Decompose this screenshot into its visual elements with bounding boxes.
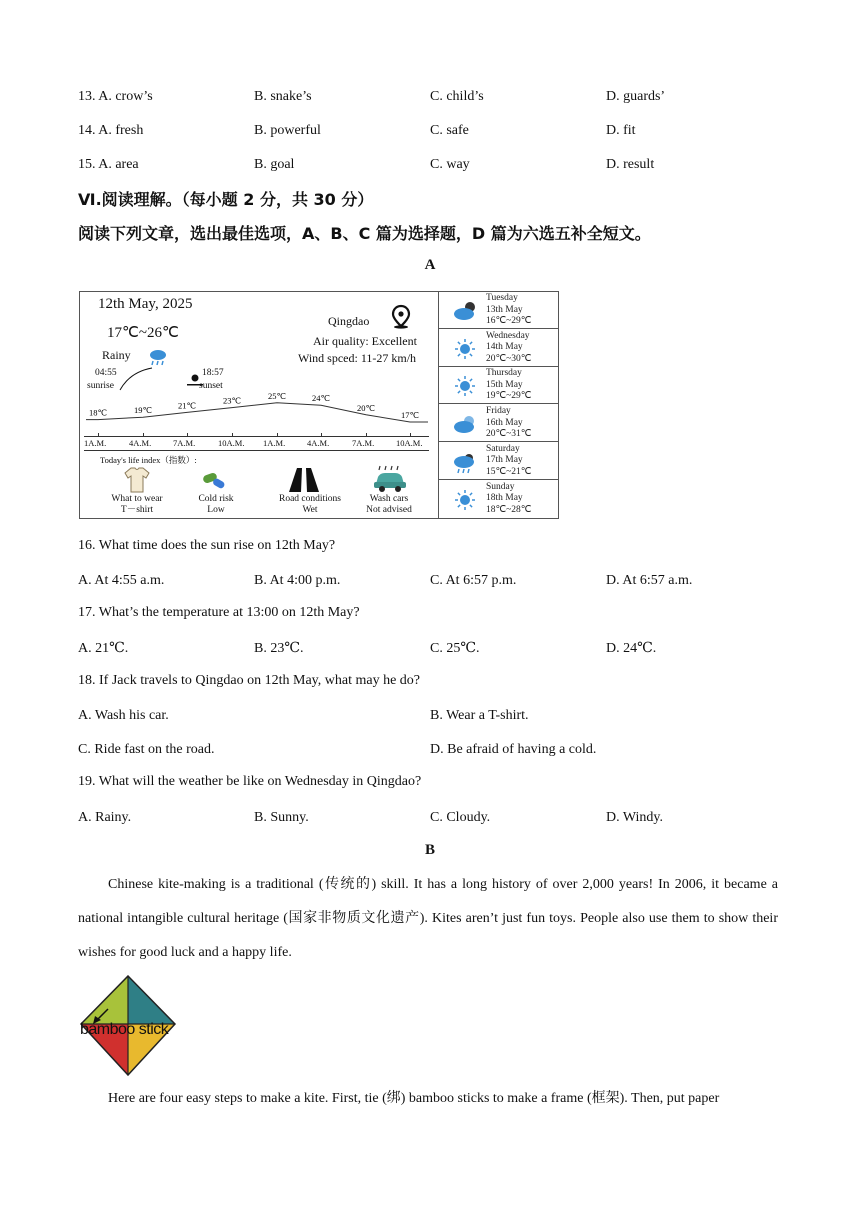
sunrise-label: sunrise (87, 381, 114, 391)
forecast-day-name: Tuesday (486, 293, 518, 303)
forecast-date: 13th May (486, 304, 523, 315)
forecast-temp: 18℃~28℃ (486, 504, 532, 515)
forecast-date: 17th May (486, 455, 523, 466)
passage-b-paragraph-2 (78, 1082, 778, 1116)
time-tick-label: 10A.M. (396, 438, 423, 448)
rainy-icon (452, 450, 478, 474)
forecast-text (486, 331, 531, 366)
forecast-temp: 15℃~21℃ (486, 466, 532, 477)
life-index-road-value: Wet (302, 505, 318, 515)
q13-option-d: D. guards’ (606, 89, 666, 104)
cloudy-night-icon (452, 299, 478, 323)
temp-point-label: 23℃ (222, 395, 242, 406)
temp-point-label: 18℃ (88, 407, 108, 418)
question-18-stem: 18. If Jack travels to Qingdao on 12th May, what may he do? (78, 673, 421, 688)
forecast-text (486, 293, 531, 328)
time-tick-label: 7A.M. (173, 438, 196, 448)
question-19-stem: 19. What will the weather be like on Wednesday in Qingdao? (78, 774, 422, 789)
life-index-wash (349, 494, 429, 516)
q19-option-b: B. Sunny. (254, 810, 309, 825)
q17-option-d: D. 24℃. (606, 641, 657, 656)
question-19-options (78, 808, 778, 828)
question-13-row (78, 87, 778, 107)
time-tick (143, 433, 144, 437)
section-title: Ⅵ.阅读理解。（每小题 2 分，共 30 分） (78, 190, 374, 209)
life-index-title: Today's life index（指数）: (100, 455, 197, 465)
shirt-icon (122, 466, 152, 494)
forecast-day-thursday (438, 367, 558, 404)
location-pin-icon (390, 304, 412, 330)
temp-point-label: 25℃ (267, 392, 287, 401)
q15-option-d: D. result (606, 157, 655, 172)
forecast-day-name: Saturday (486, 443, 520, 454)
temp-point-label: 19℃ (133, 405, 153, 416)
temp-point-label: 17℃ (400, 410, 420, 420)
weather-wind-speed: Wind spced: 11-27 km/h (298, 351, 417, 365)
life-index-wear (97, 494, 177, 516)
sunset-label: sunset (199, 381, 223, 391)
life-index-cold (176, 494, 256, 516)
passage-a-label: A (424, 257, 436, 273)
forecast-text (486, 444, 531, 479)
forecast-day-sunday (438, 481, 558, 518)
forecast-date: 16th May (486, 417, 523, 428)
question-15-row (78, 155, 778, 175)
q16-option-c: C. At 6:57 p.m. (430, 573, 517, 588)
passage-b-text-1: Chinese kite-making is a traditional (传统的) skill. It has a long history of over 2,000 years! In 2006, it became a national intangible cultural heritage (国家非物质文化遗产). Kites aren’t just fun toys. People also use them to show their wishes for good luck and a happy life. (78, 877, 778, 960)
weather-forecast-list (438, 292, 558, 518)
temp-point-label: 24℃ (311, 393, 331, 404)
time-tick-label: 1A.M. (263, 438, 286, 448)
q18-option-c: C. Ride fast on the road. (78, 742, 215, 757)
forecast-text (486, 368, 531, 403)
time-tick (232, 433, 233, 437)
divider (84, 450, 429, 451)
q13-option-b: B. snake’s (254, 89, 312, 104)
life-index-wear-value: T－shirt (120, 505, 154, 515)
life-index-road-name: Road conditions (278, 494, 341, 504)
time-tick (410, 433, 411, 437)
life-index-wear-name: What to wear (111, 494, 163, 504)
temp-point-label: 21℃ (177, 400, 197, 411)
forecast-day-name: Wednesday (486, 330, 530, 341)
forecast-temp: 16℃~29℃ (486, 316, 532, 326)
q15-option-c: C. way (430, 157, 470, 172)
q19-option-d: D. Windy. (606, 810, 663, 825)
question-16-options (78, 571, 778, 591)
q15-option-b: B. goal (254, 157, 295, 172)
q16-option-b: B. At 4:00 p.m. (254, 573, 341, 588)
sunset-time: 18:57 (202, 368, 224, 378)
forecast-day-friday (438, 405, 558, 442)
hourly-temp-chart (80, 392, 438, 438)
weather-temp-range: 17℃~26℃ (107, 325, 179, 341)
temp-point-label: 20℃ (356, 402, 376, 413)
q18-option-b: B. Wear a T-shirt. (430, 708, 529, 723)
question-18-options-ab (78, 706, 778, 726)
forecast-day-name: Thursday (486, 368, 522, 379)
weather-air-quality: Air quality: Excellent (313, 334, 417, 348)
time-tick-label: 4A.M. (129, 438, 152, 448)
forecast-temp: 19℃~29℃ (486, 391, 532, 402)
life-index-cold-value: Low (207, 505, 225, 515)
q17-option-b: B. 23℃. (254, 641, 304, 656)
forecast-day-name: Friday (486, 406, 511, 417)
weather-date: 12th May, 2025 (98, 296, 193, 312)
q16-option-a: A. At 4:55 a.m. (78, 573, 165, 588)
kite-label: bamboo stick (80, 1021, 169, 1038)
time-tick (98, 433, 99, 437)
time-tick-label: 4A.M. (307, 438, 330, 448)
forecast-date: 18th May (486, 493, 523, 503)
question-17-options (78, 639, 778, 659)
q17-option-a: A. 21℃. (78, 641, 129, 656)
q14-option-d: D. fit (606, 123, 636, 138)
forecast-date: 14th May (486, 342, 523, 353)
q19-option-a: A. Rainy. (78, 810, 132, 825)
car-wash-icon (372, 464, 408, 494)
forecast-day-name: Sunday (486, 481, 515, 492)
q16-option-d: D. At 6:57 a.m. (606, 573, 693, 588)
sunny-icon (452, 488, 478, 512)
forecast-day-saturday (438, 443, 558, 480)
q14-option-b: B. powerful (254, 123, 321, 138)
question-14-row (78, 121, 778, 141)
time-tick-label: 7A.M. (352, 438, 375, 448)
passage-b-paragraph-1 (78, 868, 778, 970)
forecast-text (486, 482, 531, 517)
forecast-temp: 20℃~31℃ (486, 429, 532, 440)
forecast-text (486, 406, 531, 441)
q18-option-d: D. Be afraid of having a cold. (430, 742, 597, 757)
q14-option-a: 14. A. fresh (78, 123, 144, 138)
cloudy-icon (452, 412, 478, 436)
question-17-stem: 17. What’s the temperature at 13:00 on 12th May? (78, 605, 360, 620)
forecast-temp: 20℃~30℃ (486, 353, 532, 364)
question-16-stem: 16. What time does the sun rise on 12th May? (78, 538, 336, 553)
q18-option-a: A. Wash his car. (78, 708, 169, 723)
life-index-wash-value: Not advised (366, 505, 412, 515)
time-tick-label: 1A.M. (84, 438, 107, 448)
time-axis (84, 436, 429, 437)
q14-option-c: C. safe (430, 123, 469, 138)
forecast-day-tuesday (438, 292, 558, 329)
q17-option-c: C. 25℃. (430, 641, 480, 656)
forecast-date: 15th May (486, 379, 523, 390)
life-index-road (268, 494, 352, 516)
weather-card (79, 291, 559, 519)
road-icon (287, 466, 321, 494)
weather-condition: Rainy (102, 348, 131, 362)
q13-option-c: C. child’s (430, 89, 484, 104)
pill-icon (200, 470, 230, 494)
time-tick (277, 433, 278, 437)
passage-b-label: B (424, 842, 435, 858)
sunny-icon (452, 337, 478, 361)
question-18-options-cd (78, 740, 778, 760)
life-index-wash-name: Wash cars (369, 494, 409, 504)
time-tick (187, 433, 188, 437)
time-tick-label: 10A.M. (218, 438, 245, 448)
time-tick (366, 433, 367, 437)
weather-today-panel (80, 292, 439, 518)
section-instruction: 阅读下列文章，选出最佳选项，A、B、C 篇为选择题，D 篇为六选五补全短文。 (78, 224, 651, 243)
time-tick (321, 433, 322, 437)
sunrise-time: 04:55 (95, 368, 117, 378)
sunny-icon (452, 374, 478, 398)
q13-option-a: 13. A. crow’s (78, 89, 153, 104)
q15-option-a: 15. A. area (78, 157, 139, 172)
life-index-cold-name: Cold risk (198, 494, 234, 504)
weather-city: Qingdao (328, 314, 370, 328)
passage-b-text-2: Here are four easy steps to make a kite. First, tie (绑) bamboo sticks to make a frame (框架). Then, put paper (108, 1091, 720, 1106)
forecast-day-wednesday (438, 330, 558, 367)
q19-option-c: C. Cloudy. (430, 810, 491, 825)
